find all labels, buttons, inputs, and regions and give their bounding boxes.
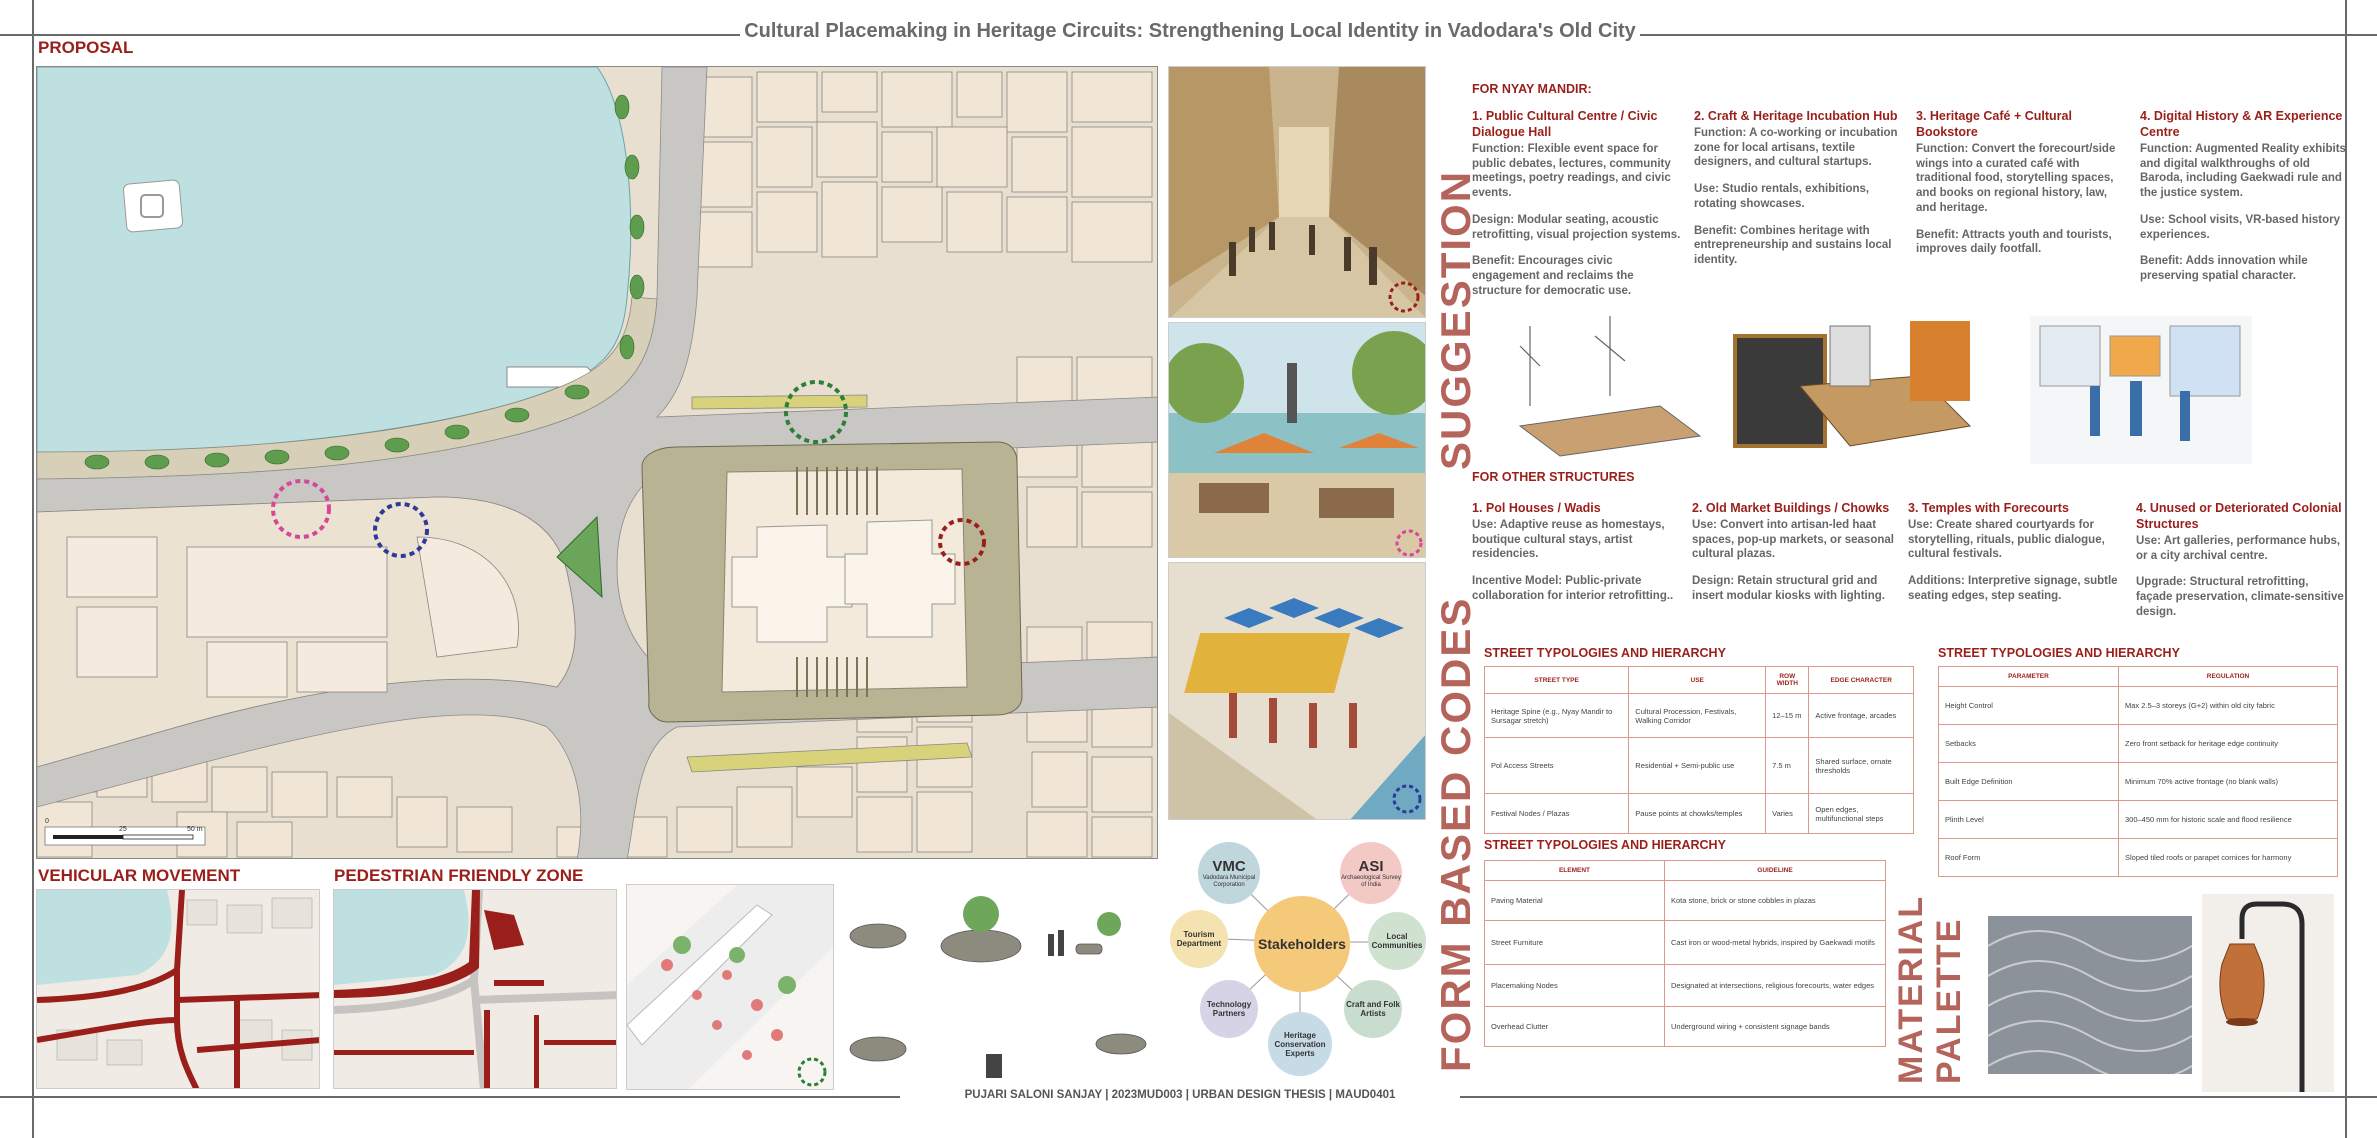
table2-cell: Underground wiring + consistent signage bands [1665, 1007, 1886, 1047]
table2-cell: Paving Material [1485, 881, 1665, 921]
nyay-item-2 [1694, 108, 1904, 280]
nyay-item-4-line: Function: Augmented Reality exhibits and digital walkthroughs of old Baroda, including Gaekwadi rule and the justice system. [2140, 143, 2346, 200]
table1-header: STREET TYPE [1485, 667, 1629, 694]
nyay-item-1-line: Function: Flexible event space for public debates, lectures, community meetings, poetry readings, and civic events. [1472, 143, 1671, 200]
table3-cell: Height Control [1939, 687, 2119, 725]
table3-cell: 300–450 mm for historic scale and flood resilience [2119, 801, 2338, 839]
other-item-1-line: Use: Adaptive reuse as homestays, boutique cultural stays, artist residencies. [1472, 519, 1665, 561]
table3-cell: Minimum 70% active frontage (no blank walls) [2119, 763, 2338, 801]
form-codes-vertical-label: FORM BASED CODES [1432, 596, 1479, 1072]
street-typology-table [1484, 666, 1914, 834]
nyay-item-3-line: Function: Convert the forecourt/side wings into a curated café with traditional food, storytelling spaces, and books on regional history, law, and heritage. [1916, 143, 2116, 214]
nyay-item-1-line: Benefit: Encourages civic engagement and reclaims the structure for democratic use. [1472, 255, 1634, 297]
table1-cell: Open edges, multifunctional steps [1809, 794, 1914, 834]
stakeholder-vmc-full: Vadodara Municipal Corporation [1202, 874, 1256, 888]
stakeholder-tourism-label: Tourism Department [1176, 930, 1222, 948]
material-vertical-label: MATERIAL PALETTE [1892, 895, 1968, 1084]
nyay-mandir-heading: FOR NYAY MANDIR: [1472, 82, 1592, 96]
table1-title: STREET TYPOLOGIES AND HIERARCHY [1484, 646, 1726, 660]
table2-header: ELEMENT [1485, 861, 1665, 881]
stakeholder-communities [1368, 912, 1426, 970]
other-item-1-title: 1. Pol Houses / Wadis [1472, 501, 1601, 515]
table2-header: GUIDELINE [1665, 861, 1886, 881]
table2-cell: Cast iron or wood-metal hybrids, inspired by Gaekwadi motifs [1665, 921, 1886, 965]
pedestrian-street-axo [626, 884, 834, 1090]
table1-header: ROW WIDTH [1766, 667, 1809, 694]
table3-cell: Plinth Level [1939, 801, 2119, 839]
footer-credits: PUJARI SALONI SANJAY | 2023MUD003 | URBAN DESIGN THESIS | MAUD0401 [900, 1089, 1460, 1101]
table3-cell: Max 2.5–3 storeys (G+2) within old city fabric [2119, 687, 2338, 725]
table1-cell: Heritage Spine (e.g., Nyay Mandir to Sursagar stretch) [1485, 694, 1629, 738]
table2-cell: Designated at intersections, religious forecourts, water edges [1665, 965, 1886, 1007]
nyay-item-4-line: Use: School visits, VR-based history experiences. [2140, 213, 2341, 241]
other-item-3 [1908, 500, 2118, 616]
table2-cell: Placemaking Nodes [1485, 965, 1665, 1007]
nyay-item-1 [1472, 108, 1682, 310]
table1-cell: Pol Access Streets [1485, 738, 1629, 794]
other-item-4-title: 4. Unused or Deteriorated Colonial Structures [2136, 501, 2342, 531]
stakeholders-center-label: Stakeholders [1258, 936, 1346, 952]
table3-cell: Setbacks [1939, 725, 2119, 763]
street-guideline-table [1484, 860, 1886, 1047]
table3-title: STREET TYPOLOGIES AND HIERARCHY [1938, 646, 2180, 660]
table3-cell: Built Edge Definition [1939, 763, 2119, 801]
stakeholder-vmc-abbr: VMC [1212, 857, 1246, 875]
stakeholder-vmc [1198, 842, 1260, 904]
other-item-3-line: Use: Create shared courtyards for storytelling, rituals, public dialogue, cultural festivals. [1908, 519, 2105, 561]
stakeholder-diagram [1170, 830, 1426, 1092]
street-render-photo [1168, 66, 1426, 318]
table1-cell: Residential + Semi-public use [1629, 738, 1766, 794]
heritage-lamp-post [2202, 894, 2334, 1092]
other-structures-heading: FOR OTHER STRUCTURES [1472, 470, 1635, 484]
table2-cell: Overhead Clutter [1485, 1007, 1665, 1047]
other-item-4 [2136, 500, 2346, 632]
table1-cell: Active frontage, arcades [1809, 694, 1914, 738]
stakeholder-heritage-experts-label: Heritage Conservation Experts [1274, 1030, 1326, 1058]
vehicular-map [36, 889, 320, 1089]
table2-cell: Street Furniture [1485, 921, 1665, 965]
table3-header: REGULATION [2119, 667, 2338, 687]
table3-cell: Roof Form [1939, 839, 2119, 877]
building-regulation-table [1938, 666, 2338, 877]
table1-cell: Shared surface, ornate thresholds [1809, 738, 1914, 794]
other-item-2-line: Use: Convert into artisan-led haat spaces, pop-up markets, or seasonal cultural plazas. [1692, 519, 1894, 561]
stakeholder-artists [1344, 980, 1402, 1038]
table3-header: PARAMETER [1939, 667, 2119, 687]
stakeholder-asi [1340, 842, 1402, 904]
nyay-item-3-title: 3. Heritage Café + Cultural Bookstore [1916, 109, 2072, 139]
table1-cell: Cultural Procession, Festivals, Walking Corridor [1629, 694, 1766, 738]
pedestrian-heading: PEDESTRIAN FRIENDLY ZONE [334, 866, 584, 885]
other-item-4-line: Upgrade: Structural retrofitting, façade preservation, climate-sensitive design. [2136, 576, 2344, 618]
nyay-item-3-line: Benefit: Attracts youth and tourists, improves daily footfall. [1916, 228, 2112, 256]
table2-cell: Kota stone, brick or stone cobbles in plazas [1665, 881, 1886, 921]
pedestrian-map [333, 889, 617, 1089]
stakeholder-asi-abbr: ASI [1358, 857, 1384, 875]
scale-label-50: 50 m [187, 826, 203, 833]
table1-cell: 12–15 m [1766, 694, 1809, 738]
table3-cell: Sloped tiled roofs or parapet cornices for harmony [2119, 839, 2338, 877]
table2-title: STREET TYPOLOGIES AND HIERARCHY [1484, 838, 1726, 852]
stakeholder-asi-full: Archaeological Survey of India [1341, 874, 1401, 888]
other-item-4-line: Use: Art galleries, performance hubs, or a city archival centre. [2136, 535, 2341, 562]
stakeholder-tech-label: Technology Partners [1206, 1000, 1252, 1018]
stakeholder-tourism [1170, 910, 1228, 968]
nyay-item-1-line: Design: Modular seating, acoustic retrofitting, visual projection systems. [1472, 213, 1681, 241]
nyay-item-2-line: Function: A co-working or incubation zone for local artisans, textile designers, and cultural startups. [1694, 127, 1898, 169]
table1-cell: Pause points at chowks/temples [1629, 794, 1766, 834]
other-item-1 [1472, 500, 1682, 616]
other-item-2 [1692, 500, 1902, 616]
cobblestone-paving-swatch [1988, 916, 2192, 1074]
table1-header: EDGE CHARACTER [1809, 667, 1914, 694]
other-item-3-title: 3. Temples with Forecourts [1908, 501, 2069, 515]
nyay-item-4 [2140, 108, 2350, 296]
suggestion-sketches [1500, 316, 1980, 464]
proposal-heading: PROPOSAL [38, 38, 134, 57]
stakeholder-tech [1200, 980, 1258, 1038]
table1-cell: 7.5 m [1766, 738, 1809, 794]
other-item-2-title: 2. Old Market Buildings / Chowks [1692, 501, 1890, 515]
ghat-pavilion-render [1168, 562, 1426, 820]
scale-label-0: 0 [45, 818, 49, 825]
nyay-item-2-line: Benefit: Combines heritage with entrepreneurship and sustains local identity. [1694, 224, 1892, 267]
nyay-item-4-title: 4. Digital History & AR Experience Centre [2140, 109, 2343, 139]
nyay-item-2-line: Use: Studio rentals, exhibitions, rotating showcases. [1694, 183, 1870, 210]
stakeholder-heritage-experts [1268, 1012, 1332, 1076]
ar-experience-sketch [2030, 316, 2252, 464]
table1-cell: Varies [1766, 794, 1809, 834]
site-plan [36, 66, 1158, 859]
sheet-title: Cultural Placemaking in Heritage Circuits: Strengthening Local Identity in Vadodara's Old City [740, 20, 1640, 43]
nyay-item-3 [1916, 108, 2126, 269]
other-item-2-line: Design: Retain structural grid and insert modular kiosks with lighting. [1692, 575, 1885, 602]
scale-label-25: 25 [119, 826, 127, 833]
other-item-1-line: Incentive Model: Public-private collaboration for interior retrofitting.. [1472, 575, 1674, 602]
stakeholder-artists-label: Craft and Folk Artists [1346, 1000, 1400, 1018]
other-item-3-line: Additions: Interpretive signage, subtle seating edges, step seating. [1908, 575, 2118, 602]
table1-header: USE [1629, 667, 1766, 694]
suggestion-vertical-label: SUGGESTION [1432, 169, 1479, 470]
stakeholders-center [1254, 896, 1350, 992]
table1-cell: Festival Nodes / Plazas [1485, 794, 1629, 834]
nyay-item-1-title: 1. Public Cultural Centre / Civic Dialogue Hall [1472, 109, 1658, 139]
vehicular-heading: VEHICULAR MOVEMENT [38, 866, 241, 885]
stakeholder-communities-label: Local Communities [1371, 932, 1423, 950]
nyay-item-4-line: Benefit: Adds innovation while preserving spatial character. [2140, 255, 2308, 283]
lakefront-render-photo [1168, 322, 1426, 558]
site-plan-drawing [37, 67, 1158, 859]
frame-left-line [32, 0, 34, 1138]
street-furniture-sketches [836, 884, 1166, 1090]
table3-cell: Zero front setback for heritage edge continuity [2119, 725, 2338, 763]
nyay-item-2-title: 2. Craft & Heritage Incubation Hub [1694, 109, 1898, 123]
